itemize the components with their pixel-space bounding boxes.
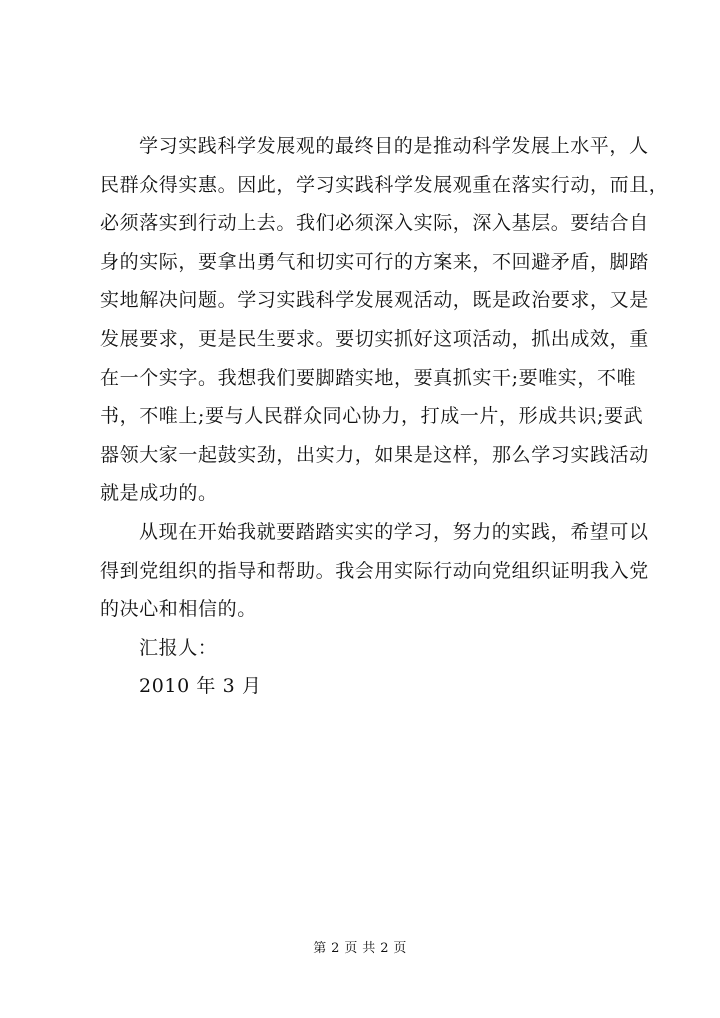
- report-date: 2010 年 3 月: [139, 675, 262, 698]
- paragraph-2-line-1: 从现在开始我就要踏踏实实的学习，努力的实践，希望可以: [139, 520, 649, 543]
- document-body: [100, 127, 669, 706]
- paragraph-1-line-4: 身的实际，要拿出勇气和切实可行的方案来，不回避矛盾，脚踏: [100, 250, 649, 273]
- reporter-label: 汇报人：: [139, 636, 218, 659]
- paragraph-1-line-1: 学习实践科学发展观的最终目的是推动科学发展上水平，人: [139, 135, 649, 157]
- paragraph-1-line-8: 书，不唯上;要与人民群众同心协力，打成一片，形成共识;要武: [100, 405, 644, 428]
- paragraph-2-line-2: 得到党组织的指导和帮助。我会用实际行动向党组织证明我入党: [100, 559, 649, 582]
- paragraph-1-line-10: 就是成功的。: [100, 482, 218, 505]
- paragraph-1-line-2: 民群众得实惠。因此，学习实践科学发展观重在落实行动，而且，: [100, 173, 669, 196]
- paragraph-1-line-3: 必须落实到行动上去。我们必须深入实际，深入基层。要结合自: [100, 212, 649, 235]
- paragraph-2-line-3: 的决心和相信的。: [100, 598, 257, 621]
- paragraph-1-line-7: 在一个实字。我想我们要脚踏实地，要真抓实干;要唯实，不唯: [100, 366, 637, 389]
- paragraph-1-line-6: 发展要求，更是民生要求。要切实抓好这项活动，抓出成效，重: [100, 327, 649, 350]
- paragraph-1-line-5: 实地解决问题。学习实践科学发展观活动，既是政治要求，又是: [100, 289, 649, 312]
- paragraph-1-line-9: 器领大家一起鼓实劲，出实力，如果是这样，那么学习实践活动: [100, 443, 649, 466]
- page-number-label: 第 2 页 共 2 页: [313, 941, 407, 956]
- page-footer: [0, 937, 720, 956]
